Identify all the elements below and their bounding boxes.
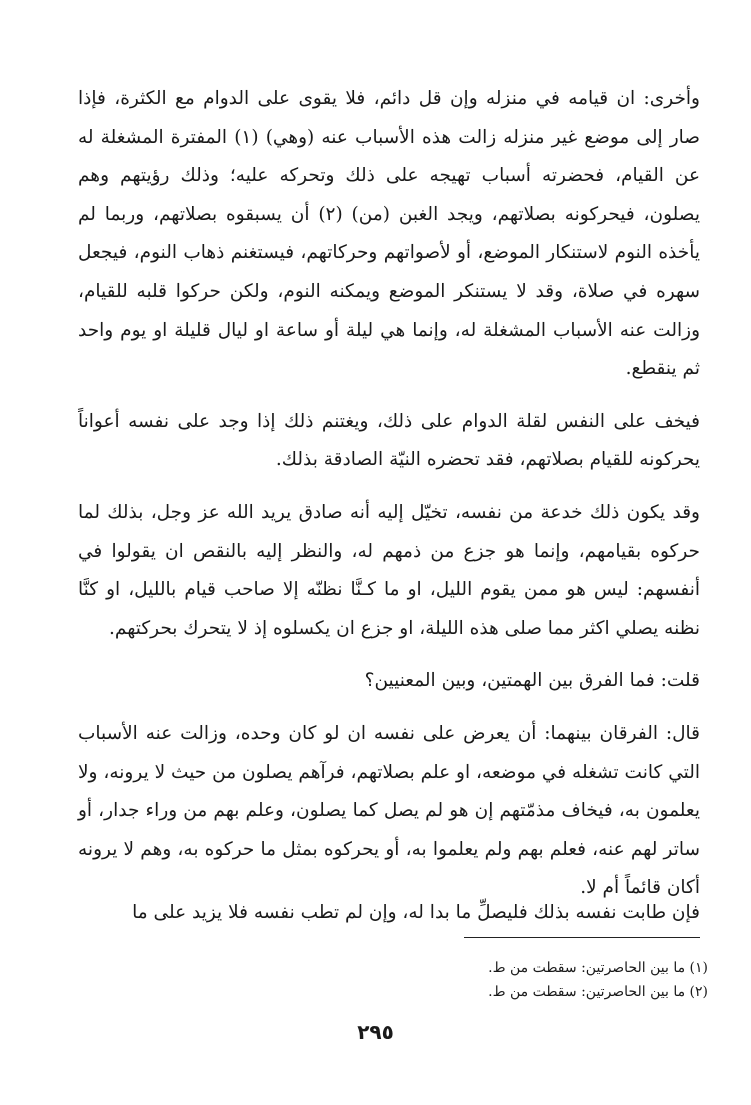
footnote-divider bbox=[464, 937, 700, 938]
paragraph-answer: قال: الفرقان بينهما: أن يعرض على نفسه ان لو كان وحده، وزالت عنه الأسباب التي كانت تشغله في موضعه، او علم بصلاتهم، فرآهم يصلون من حيث لا يرونه، ولا يعلمون به، فيخاف مذمّتهم إن هو لم يصل كما يصلون، وعلم بهم من وراء جدار، أو ساتر لهم عنه، فعلم بهم ولم يعلموا به، أو يحركوه بمثل ما حركوه به، وهم لا يرونه أكان قائماً أم لا. bbox=[78, 722, 700, 899]
paragraph-2: فيخف على النفس لقلة الدوام على ذلك، ويغتنم ذلك إذا وجد على نفسه أعواناً يحركونه للقيام بصلاتهم، فقد تحضره النيّة الصادقة بذلك. bbox=[78, 410, 700, 471]
paragraph-question: قلت: فما الفرق بين الهمتين، وبين المعنيين؟ bbox=[364, 670, 700, 692]
footnote-1: (١) ما بين الحاصرتين: سقطت من ط. bbox=[488, 960, 708, 976]
paragraph-1: وأخرى: ان قيامه في منزله وإن قل دائم، فلا يقوى على الدوام مع الكثرة، فإذا صار إلى موضع غير منزله زالت هذه الأسباب عنه (وهي) (١) المفترة المشغلة له عن القيام، فحضرته أسباب تهيجه على ذلك وتحركه عليه؛ وذلك رؤيتهم وهم يصلون، فيحركونه بصلاتهم، ويجد الغبن (من) (٢) أن يسبقوه بصلاتهم، وربما لم يأخذه النوم لاستنكار الموضع، أو لأصواتهم وحركاتهم، فيستغنم ذهاب النوم، فيجعل سهره في صلاة، وقد لا يستنكر الموضع ويمكنه النوم، ولكن حركوا قلبه للقيام، وزالت عنه الأسباب المشغلة له، وإنما هي ليلة أو ساعة او ليال قليلة او يوم واحد ثم ينقطع. bbox=[78, 88, 701, 380]
main-text bbox=[78, 80, 700, 908]
footnote-2: (٢) ما بين الحاصرتين: سقطت من ط. bbox=[488, 984, 708, 1000]
page-number: ٢٩٥ bbox=[357, 1020, 394, 1044]
paragraph-3: وقد يكون ذلك خدعة من نفسه، تخيّل إليه أنه صادق يريد الله عز وجل، بذلك لما حركوه بقيامهم، وإنما هو جزع من ذمهم له، والنظر إليه بالنقص ان يقولوا في أنفسهم: ليس هو ممن يقوم الليل، او ما كـنَّا نظنّه إلا صاحب قيام بالليل، او كنَّا نظنه يصلي اكثر مما صلى هذه الليلة، او جزع ان يكسلوه إذ لا يتحرك بحركتهم. bbox=[78, 501, 700, 639]
continuation-line: فإن طابت نفسه بذلك فليصلِّ ما بدا له، وإن لم تطب نفسه فلا يزيد على ما bbox=[132, 902, 700, 923]
footnotes bbox=[78, 956, 708, 1004]
